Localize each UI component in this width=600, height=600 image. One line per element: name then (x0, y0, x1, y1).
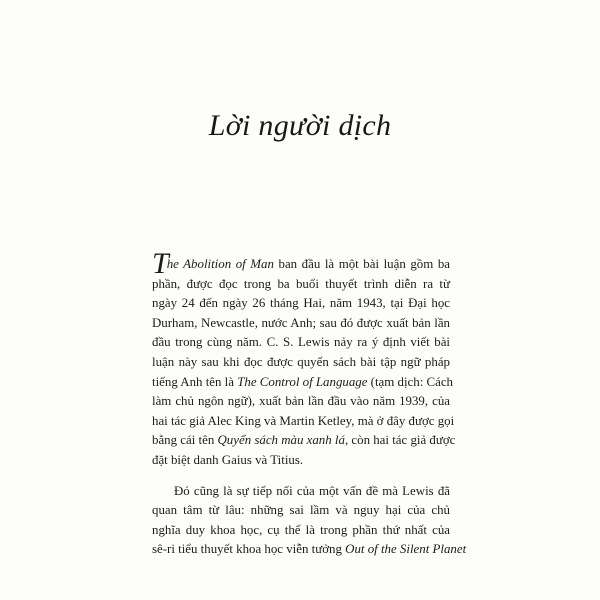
paragraph-text: ban đầu là một bài luận gồm ba (273, 257, 450, 271)
nickname-green-book: Quyển sách màu xanh lá (217, 433, 345, 448)
book-title-control-of-language: The Control of Language (237, 374, 368, 389)
paragraph-line: ngày 24 đến ngày 26 tháng Hai, năm 1943, tại Đại học (152, 296, 450, 311)
paragraph-line: đầu trong cùng năm. C. S. Lewis nảy ra ý định viết bài (152, 335, 450, 350)
paragraph-line: Durham, Newcastle, nước Anh; sau đó được xuất bản lần (152, 315, 450, 330)
paragraph-line: phần, được đọc trong ba buổi thuyết trình diễn ra từ (152, 276, 450, 291)
book-title-abolition-of-man: he Abolition of Man (166, 257, 274, 271)
paragraph-line (152, 431, 456, 451)
paragraph-line: hai tác giả Alec King và Martin Ketley, mà ở đây được gọi (152, 413, 455, 428)
paragraph-line: đặt biệt danh Gaius và Titius. (152, 452, 304, 467)
paragraph-text: bằng cái tên (152, 433, 218, 448)
paragraph-1 (152, 247, 456, 471)
paragraph-line (152, 247, 450, 280)
drop-cap: T (152, 247, 167, 280)
paragraph-line (152, 540, 467, 560)
paragraph-text: (tạm dịch: Cách (367, 374, 454, 389)
paragraph-text: , còn hai tác giả được (344, 433, 456, 448)
paragraph-line: luận này sau khi đọc được quyển sách bài tập ngữ pháp (152, 354, 450, 369)
paragraph-line (152, 373, 454, 393)
paragraph-text: tiếng Anh tên là (152, 374, 238, 389)
chapter-title: Lời người dịch (208, 109, 392, 142)
body-text (152, 247, 467, 560)
paragraph-line: Đó cũng là sự tiếp nối của một vấn đề mà Lewis đã (174, 483, 450, 498)
paragraph-line: quan tâm từ lâu: những sai lầm và nguy hại của chủ (152, 503, 450, 518)
paragraph-spacer (152, 471, 450, 482)
paragraph-line: nghĩa duy khoa học, cụ thể là trong phần thứ nhất của (152, 522, 450, 537)
paragraph-text: sê-ri tiểu thuyết khoa học viễn tưởng (152, 542, 346, 557)
paragraph-2 (152, 482, 467, 560)
book-title-silent-planet: Out of the Silent Planet (345, 542, 467, 557)
paragraph-line: làm chủ ngôn ngữ), xuất bản lần đầu vào năm 1939, của (152, 394, 450, 409)
